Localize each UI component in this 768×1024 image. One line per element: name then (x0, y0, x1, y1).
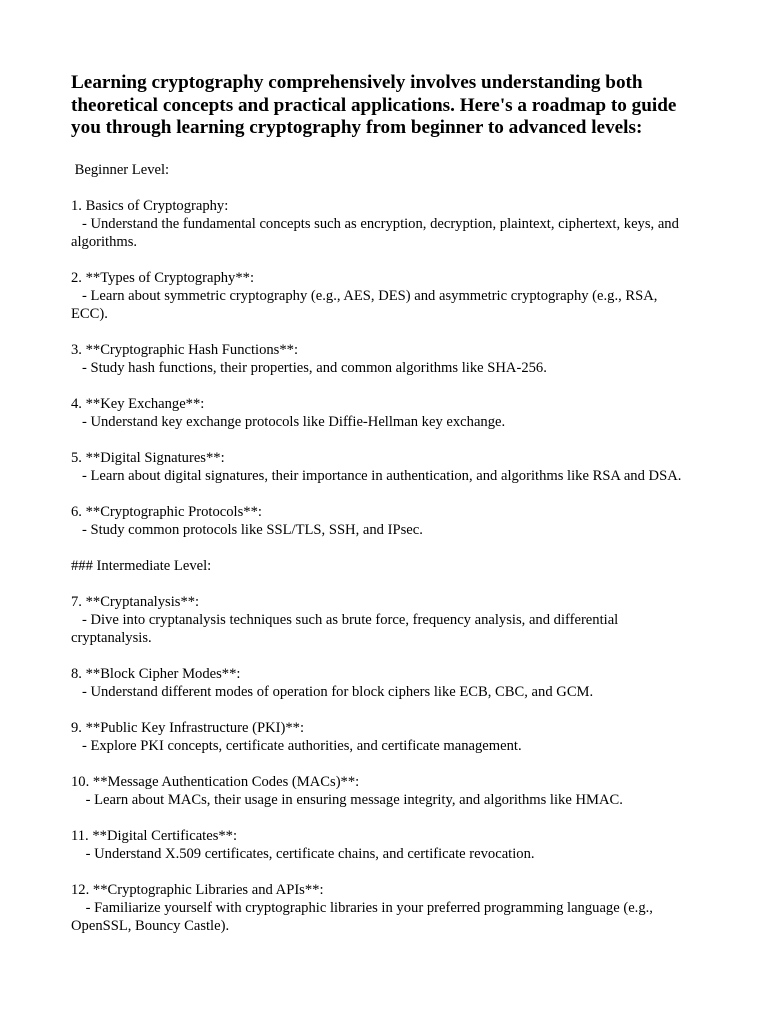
spacer (71, 377, 687, 395)
spacer (71, 701, 687, 719)
list-item-title: 6. **Cryptographic Protocols**: (71, 503, 262, 520)
list-item (71, 341, 687, 377)
list-item-description: - Understand the fundamental concepts such as encryption, decryption, plaintext, ciphertext, keys, and algorithms. (71, 215, 683, 250)
list-item (71, 665, 687, 701)
spacer (71, 431, 687, 449)
list-item-title: 12. **Cryptographic Libraries and APIs**: (71, 881, 324, 898)
list-item-title: 10. **Message Authentication Codes (MACs)**: (71, 773, 360, 790)
spacer (71, 575, 687, 593)
list-item-title: 2. **Types of Cryptography**: (71, 269, 254, 286)
list-item-description: - Learn about digital signatures, their importance in authentication, and algorithms like RSA and DSA. (71, 467, 682, 484)
spacer (71, 647, 687, 665)
spacer (71, 485, 687, 503)
list-item-title: 4. **Key Exchange**: (71, 395, 205, 412)
list-item (71, 593, 687, 647)
list-item (71, 449, 687, 485)
spacer (71, 251, 687, 269)
list-item-title: 1. Basics of Cryptography: (71, 197, 229, 214)
list-item-description: - Dive into cryptanalysis techniques such as brute force, frequency analysis, and differential cryptanalysis. (71, 611, 622, 646)
list-item-description: - Explore PKI concepts, certificate authorities, and certificate management. (71, 737, 522, 754)
list-item-title: 3. **Cryptographic Hash Functions**: (71, 341, 298, 358)
list-item-description: - Study hash functions, their properties, and common algorithms like SHA-256. (71, 359, 547, 376)
section-heading-intermediate: ### Intermediate Level: (71, 557, 212, 574)
spacer (71, 323, 687, 341)
list-item-title: 8. **Block Cipher Modes**: (71, 665, 241, 682)
list-item-description: - Study common protocols like SSL/TLS, SSH, and IPsec. (71, 521, 423, 538)
list-item-description: - Understand different modes of operation for block ciphers like ECB, CBC, and GCM. (71, 683, 594, 700)
list-item-description: - Familiarize yourself with cryptographic libraries in your preferred programming language (e.g., OpenSSL, Bouncy Castle). (71, 899, 657, 934)
spacer (71, 179, 687, 197)
list-item (71, 503, 687, 539)
spacer (71, 809, 687, 827)
document-heading: Learning cryptography comprehensively involves understanding both theoretical concepts and practical applications. Here's a roadmap to guide you through learning cryptography from beginner to advanced levels: (71, 72, 677, 139)
list-item-title: 5. **Digital Signatures**: (71, 449, 225, 466)
spacer (71, 755, 687, 773)
list-item (71, 269, 687, 323)
spacer (71, 863, 687, 881)
list-item-description: - Understand X.509 certificates, certificate chains, and certificate revocation. (71, 845, 535, 862)
list-item (71, 395, 687, 431)
list-item (71, 719, 687, 755)
document-page (71, 72, 687, 935)
list-item-description: - Learn about MACs, their usage in ensuring message integrity, and algorithms like HMAC. (71, 791, 623, 808)
list-item-title: 9. **Public Key Infrastructure (PKI)**: (71, 719, 305, 736)
list-item-title: 11. **Digital Certificates**: (71, 827, 238, 844)
spacer (71, 539, 687, 557)
list-item (71, 881, 687, 935)
list-item-description: - Understand key exchange protocols like Diffie-Hellman key exchange. (71, 413, 506, 430)
list-item-description: - Learn about symmetric cryptography (e.g., AES, DES) and asymmetric cryptography (e.g., RSA, ECC). (71, 287, 662, 322)
list-item-title: 7. **Cryptanalysis**: (71, 593, 200, 610)
list-item (71, 827, 687, 863)
list-item (71, 773, 687, 809)
section-heading-beginner: Beginner Level: (71, 161, 170, 178)
list-item (71, 197, 687, 251)
